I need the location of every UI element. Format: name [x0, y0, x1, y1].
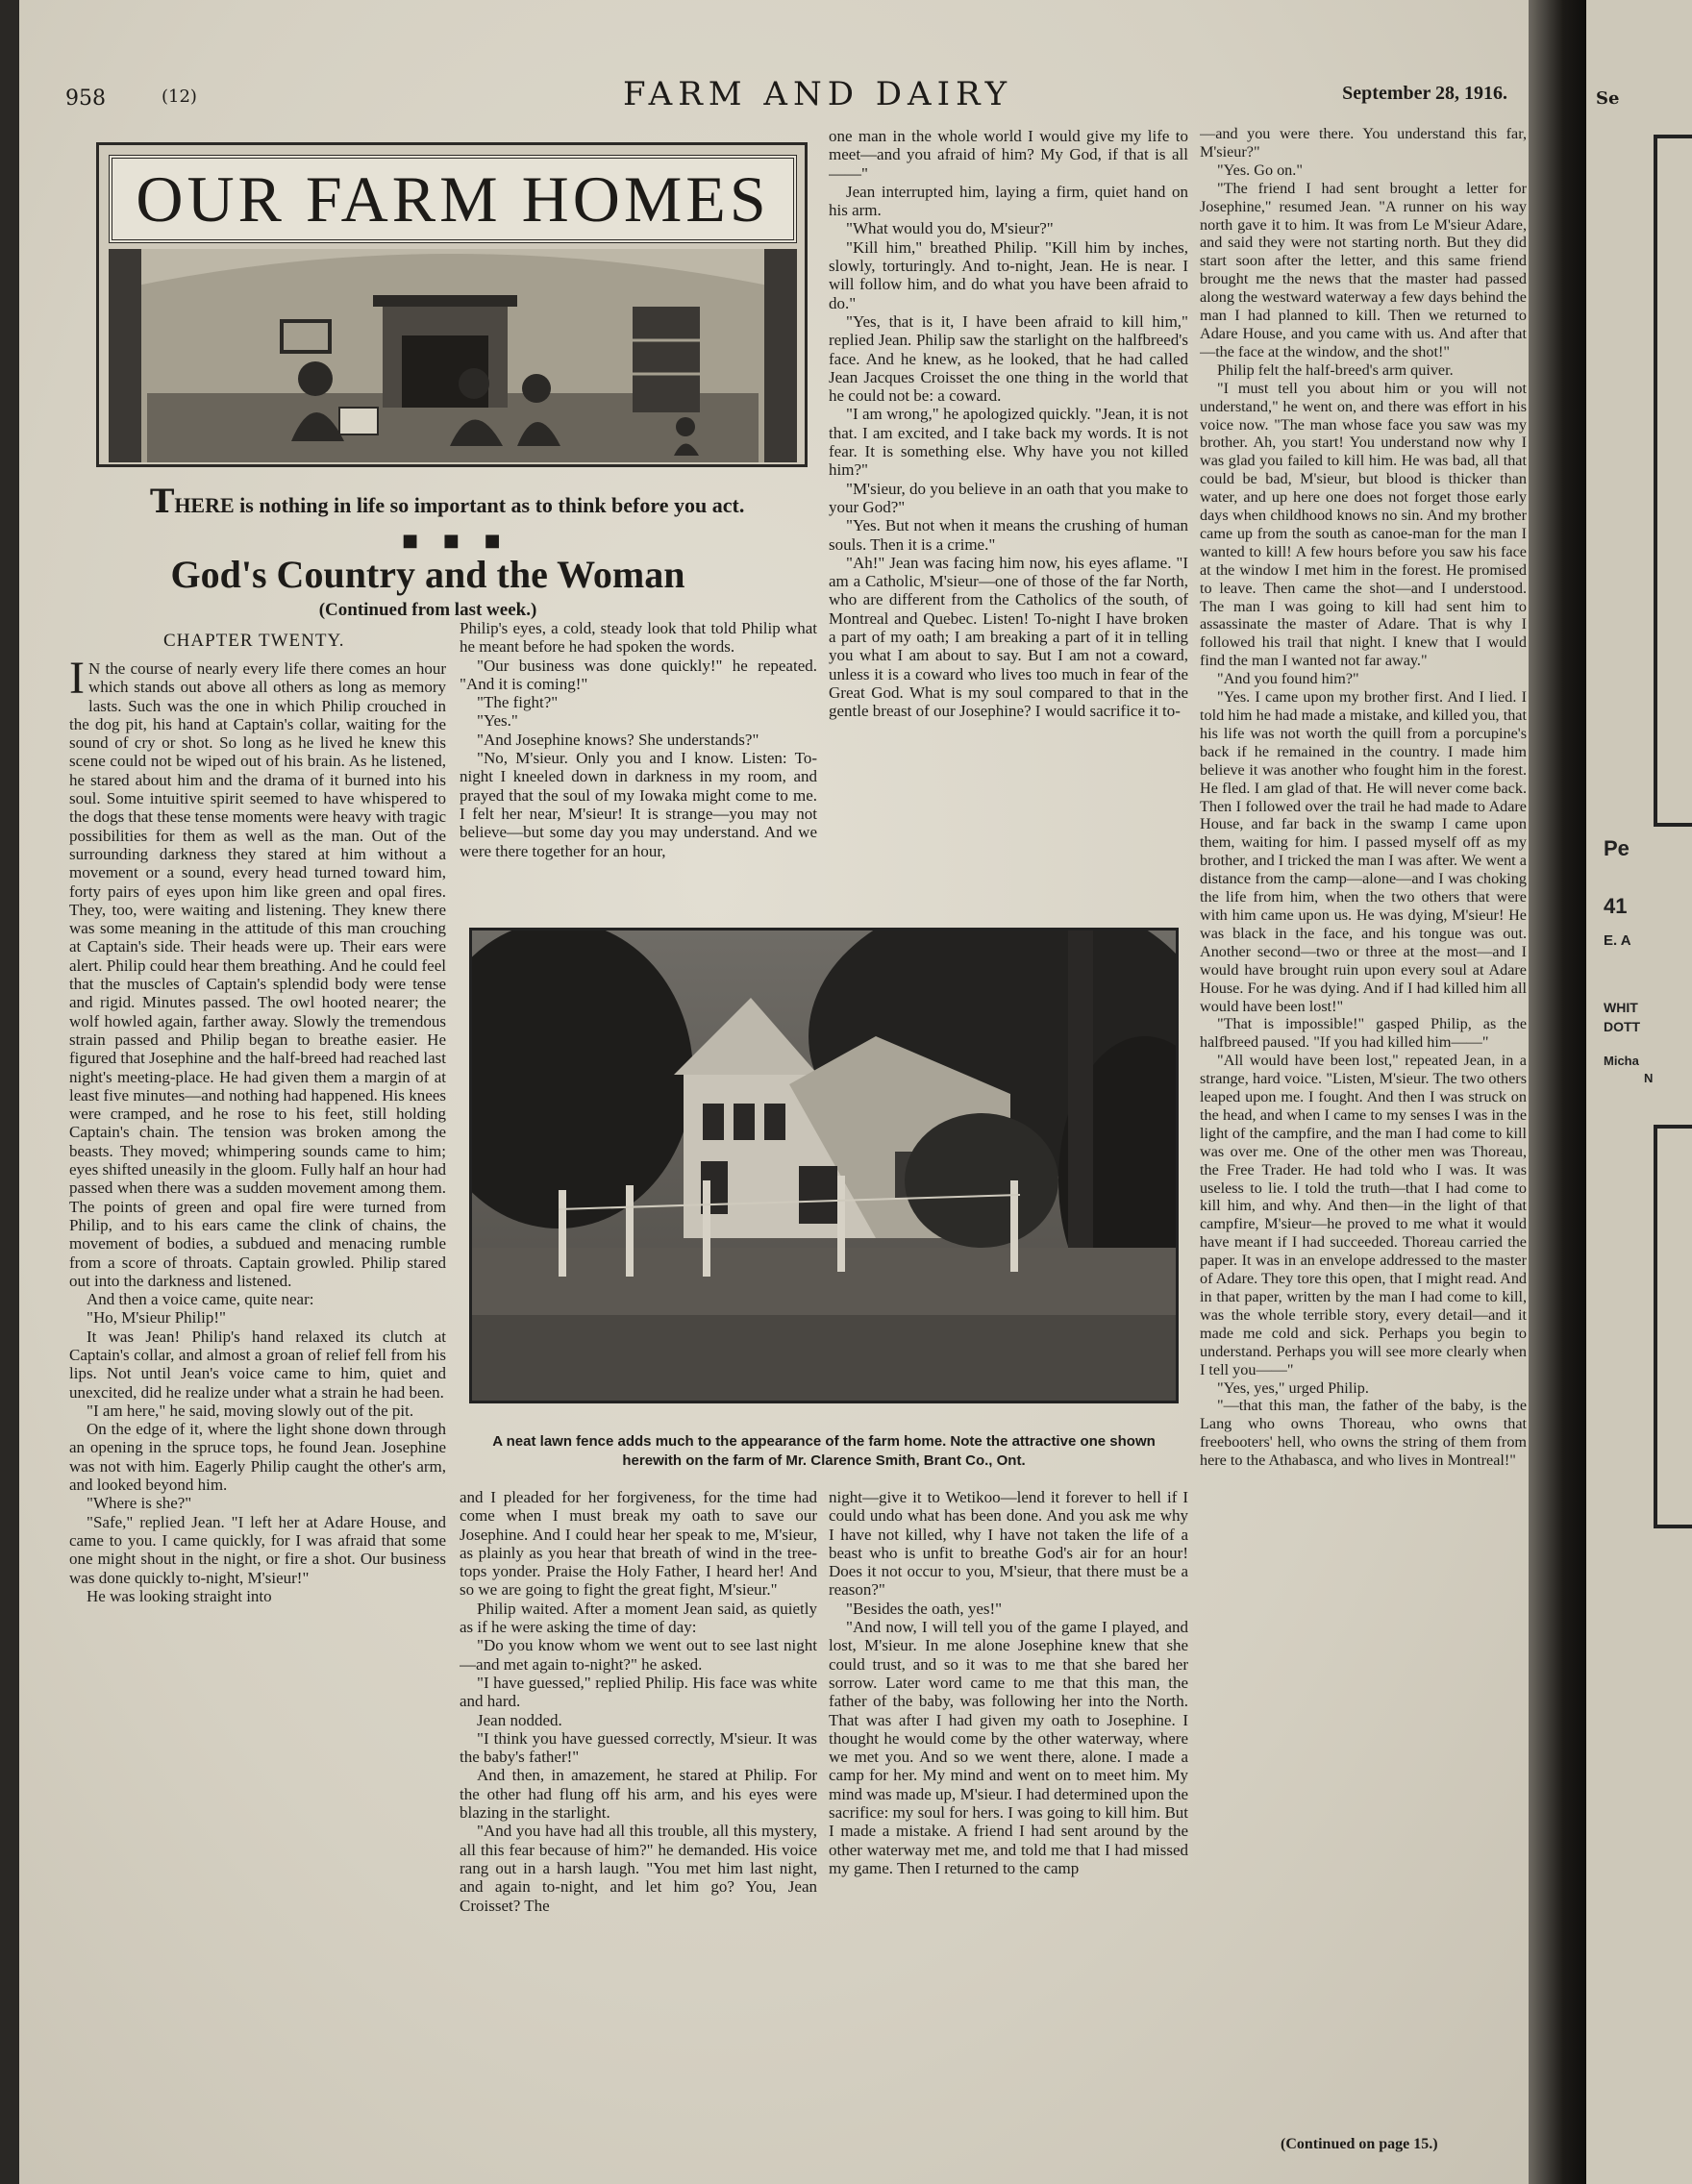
paragraph: "I think you have guessed correctly, M'sieur. It was the baby's father!" — [460, 1728, 817, 1767]
paragraph: "M'sieur, do you believe in an oath that you make to your God?" — [829, 479, 1188, 516]
column-3-top — [829, 127, 1188, 917]
column-2-top — [460, 619, 817, 917]
paragraph: "I am here," he said, moving slowly out of the pit. — [87, 1401, 414, 1420]
paragraph: and I pleaded for her forgiveness, for the time had come when I must break my oath to save our Josephine. And I could hear her speak to me, M'sieur, as plainly as you hear that breath of wind in the tree-tops yonder. Praise the Holy Father, I heard her! And so we are going to fight the great fight, M'sieur." — [460, 1488, 817, 1600]
story-title: God's Country and the Woman — [170, 553, 685, 596]
banner-title: OUR FARM HOMES — [136, 161, 770, 236]
binding-gutter — [1529, 0, 1586, 2184]
paragraph: Philip's eyes, a cold, steady look that told Philip what he meant before he had spoken the words. — [460, 619, 817, 657]
farm-home-photo — [469, 928, 1179, 1403]
paragraph: "Our business was done quickly!" he repeated. "And it is coming!" — [460, 656, 817, 693]
motto-initial: T — [150, 483, 175, 521]
paragraph: On the edge of it, where the light shone down through an opening in the spruce tops, he found Jean. Josephine was not with him. Eagerly Philip caught the other's arm, and looked beyond him. — [69, 1420, 446, 1495]
continued-note: (Continued on page 15.) — [1281, 2136, 1438, 2152]
paragraph: "Yes. But not when it means the crushing of human souls. Then it is a crime." — [829, 516, 1188, 554]
paragraph: "Yes. I came upon my brother first. And I lied. I told him he had made a mistake, and killed you, that his life was not worth the quill from a porcupine's back if he remained in the country. I made him believe it was another who fought him in the forest. He fled. I am glad of that. He will never come back. Then I followed over the trail he had made to Adare House, and far back in the swamp I came upon them, waiting for him. I passed myself off as my brother, and I tricked the man I was after. We went a distance from the camp—alone—and I was choking the life from him, when the two others that were with him came upon us. He was dying, M'sieur! He was black in the face, and his tongue was out. Another second—two or three at the most—and I would have brought ruin upon every soul at Adare House. For he was dying. And if I had killed him all would have been lost!" — [1200, 688, 1527, 1015]
column-4 — [1200, 125, 1527, 2128]
column-2-bottom — [460, 1488, 817, 2161]
paragraph: one man in the whole world I would give my life to meet—and you afraid of him? My God, if that is all——" — [829, 127, 1188, 183]
story-subtitle: (Continued from last week.) — [318, 600, 537, 620]
paragraph: "—that this man, the father of the baby, is the Lang who owns Thoreau, who owns that freebooters' hell, who owns the string of them from here to the Athabasca, and who lives in Montreal!" — [1200, 1397, 1527, 1470]
paragraph: "Yes, yes," urged Philip. — [1217, 1378, 1369, 1397]
paragraph: "What would you do, M'sieur?" — [846, 219, 1054, 238]
adjacent-text: N — [1644, 1071, 1654, 1085]
photo-caption: A neat lawn fence adds much to the appearance of the farm home. Note the attractive one shown herewith on the farm of Mr. Clarence Smith, Brant Co., Ont. — [492, 1433, 1156, 1469]
paragraph: "The friend I had sent brought a letter for Josephine," resumed Jean. "A runner on his way north gave it to him. It was from Le M'sieur Adare, and said they were not starting north. But they did start soon after the letter, and this same friend brought me the news that the master had passed along the westward waterway a few days behind the man I had planned to kill. Then we returned to Adare House, and you came with us. And after that—the face at the window, and the shot!" — [1200, 179, 1527, 360]
paragraph: "And now, I will tell you of the game I played, and lost, M'sieur. In me alone Josephine knew that she could trust, and so it was to me that she bared her sorrow. Later word came to me that this man, the father of the baby, was following her into the North. That was after I had given my oath to Josephine. I thought he would come by the other waterway, where we met you. And so we went there, alone. I made a camp for her. My mind and went on to meet him. My mind was made up, M'sieur. I had determined upon the sacrifice: my soul for hers. I was going to kill him. But I made a mistake. A friend I had sent around by the other waterway met me, and told me that I had missed my game. Then I returned to the camp — [829, 1618, 1188, 1877]
adjacent-text: 41 — [1604, 894, 1628, 918]
paragraph: "And Josephine knows? She understands?" — [477, 730, 759, 749]
adjacent-text: E. A — [1604, 932, 1631, 949]
section-banner — [96, 142, 808, 467]
paragraph: Jean nodded. — [477, 1710, 562, 1729]
paragraph: "Where is she?" — [87, 1494, 192, 1513]
chapter-heading: CHAPTER TWENTY. — [163, 631, 345, 651]
motto-text: HERE is nothing in life so important as to think before you act. — [174, 493, 745, 517]
paragraph: "And you have had all this trouble, all this mystery, all this fear because of him?" he demanded. His voice rang out in a harsh laugh. "You met him last night, and again to-night, and let him go? You, Jean Croisset? The — [460, 1822, 817, 1915]
adjacent-text: DOTT — [1604, 1019, 1641, 1034]
paragraph: Philip felt the half-breed's arm quiver. — [1217, 360, 1454, 379]
paragraph: "I must tell you about him or you will not understand," he went on, and there was effort in his voice now. "The man whose face you saw was my brother. Ah, you start! You understand now why I was glad you failed to kill him. He was bad, all that could be bad, M'sieur, but blood is thicker than water, and up here one does not forget those early days when childhood knows no sin. And my brother came up from the south as canoe-man for the man I wanted to kill! A few hours before you saw his face at the window I met him in the forest. He promised to leave. Then came the shot—and I understood. The man I was going to kill had sent him to assassinate the master of Adare. That is why I followed his trail that night. I knew that I would find the man I wanted not far away." — [1200, 379, 1527, 670]
paragraph: Jean interrupted him, laying a firm, quiet hand on his arm. — [829, 182, 1188, 220]
paragraph: "And you found him?" — [1217, 670, 1359, 688]
adjacent-ad-frame — [1654, 1125, 1692, 1528]
paragraph: "The fight?" — [477, 693, 559, 712]
paragraph: "Do you know whom we went out to see last night—and met again to-night?" he asked. — [460, 1636, 817, 1674]
paragraph: Philip waited. After a moment Jean said, as quietly as if he were asking the time of day: — [460, 1599, 817, 1637]
adjacent-header: Se — [1596, 88, 1620, 109]
column-1 — [69, 659, 446, 2165]
fireside-family-illustration — [109, 249, 797, 462]
paragraph: "No, M'sieur. Only you and I know. Listen: To-night I kneeled down in darkness in my room, and prayed that the soul of my Iowaka might come to me. I felt her near, M'sieur! It is strange—you may not believe—but some day you may understand. And we were there together for an hour, — [460, 749, 817, 860]
paragraph: "I am wrong," he apologized quickly. "Jean, it is not that. I am excited, and I take back my words. It is not fear. It is something else. Why have you not killed him?" — [829, 405, 1188, 480]
paragraph: "Safe," replied Jean. "I left her at Adare House, and came to you. I came quickly, for I was afraid that some one might shout in the night, or fire a shot. Our business was done quickly to-night, M'sieur!" — [69, 1512, 446, 1587]
paragraph: And then, in amazement, he stared at Philip. For the other had flung off his arm, and his eyes were blazing in the starlight. — [460, 1766, 817, 1823]
adjacent-text: Micha — [1604, 1054, 1639, 1068]
paragraph: It was Jean! Philip's hand relaxed its clutch at Captain's collar, and almost a groan of relief fell from his lips. Not until Jean's voice came to him, quiet and unexcited, did he realize under what a strain he had been. — [69, 1327, 446, 1402]
adjacent-ad-frame — [1654, 135, 1692, 827]
section-separator: ■ ■ ■ — [402, 531, 510, 551]
adjacent-text: Pe — [1604, 836, 1630, 860]
paragraph: "That is impossible!" gasped Philip, as the halfbreed paused. "If you had killed him——" — [1200, 1015, 1527, 1052]
drop-cap: I — [69, 659, 85, 704]
paragraph: —and you were there. You understand this far, M'sieur?" — [1200, 125, 1527, 161]
paragraph: And then a voice came, quite near: — [87, 1290, 314, 1309]
motto — [150, 483, 744, 521]
journal-title: FARM AND DAIRY — [623, 75, 1013, 113]
paragraph: "Ah!" Jean was facing him now, his eyes aflame. "I am a Catholic, M'sieur—one of those of the far North, who are different from the Catholics of the south, of Montreal and Quebec. Listen! To-night I have broken a part of my oath; I am breaking a part of it in telling you what I am about to say. But I am not a coward, unless it is a coward who lives too much in fear of the Great God. What is my soul compared to that in the gentle breast of our Josephine? I would sacrifice it to- — [829, 553, 1188, 721]
paragraph: "All would have been lost," repeated Jean, in a strange, hard voice. "Listen, M'sieur. The two others leaped upon me. I fought. And then I was struck on the head, and when I came to my senses I was in the light of the campfire, and the man I had come to kill was over me. One of the other men was Thoreau, the Free Trader. He had told who I was. It was useless to lie. I told the truth—that I had come to kill him, and why. And then—in the light of that campfire, M'sieur—he proved to me what it would have meant if I had succeeded. Thoreau carried the paper. It was in an envelope addressed to the master of Adare. They tore this open, that I might read. And in that paper, written by the man I had come to kill, was the whole terrible story, every detail—and it made me cold and sick. Perhaps you begin to understand. Perhaps you will see more clearly when I tell you——" — [1200, 1052, 1527, 1378]
paragraph: "Yes. Go on." — [1217, 161, 1303, 179]
issue-date: September 28, 1916. — [1342, 83, 1507, 104]
paragraph: I N the course of nearly every life there comes an hour which stands out above all others as long as memory lasts. Such was the one in which Philip crouched in the dog pit, his hand at Captain's collar, waiting for the sound of cry or shot. So long as he lived he knew this scene could not be wiped out of his brain. As he listened, he stared about him and the drama of it burned into his soul. Some intuitive spirit seemed to have whispered to the dogs that these tense moments were heavy with tragic possibilities for them as well as the man. Out of the surrounding darkness they stared at him without a movement or a sound, every head turned toward him, forty pairs of eyes upon him like green and opal fires. They, too, were waiting and listening. They knew there was some meaning in the attitude of this man crouching at Captain's side. Their heads were up. Their ears were alert. Philip could hear them breathing. And he could feel that the muscles of Captain's splendid body were tense and rigid. Minutes passed. The owl hooted nearer; the wolf howled again, farther away. Slowly the tremendous strain passed and Philip began to breathe easier. He figured that Josephine and the half-breed had reached last night's meeting-place. He had given them a margin of at least five minutes—and nothing had happened. His knees were cramped, and he rose to his feet, still holding Captain's chain. The tension was broken among the beasts. They moved; whimpering sounds came to him; eyes shifted uneasily in the gloom. Fully half an hour had passed when there was a sudden movement among them. The points of green and opal fire were turned from Philip, and to his ears came the clink of chains, the movement of bodies, a subdued and menacing rumble from a score of throats. Captain growled. Philip stared out into the darkness and listened. — [69, 659, 446, 1290]
paragraph: "Yes, that is it, I have been afraid to kill him," replied Jean. Philip saw the starlight on the halfbreed's face. And he knew, as he looked, that he had called Jean Jacques Croisset the one thing in the world that he could not be: a coward. — [829, 311, 1188, 406]
paragraph: "I have guessed," replied Philip. His face was white and hard. — [460, 1673, 817, 1711]
paragraph: He was looking straight into — [87, 1586, 272, 1605]
paragraph: "Yes." — [477, 711, 518, 731]
adjacent-page-edge — [1586, 0, 1692, 2184]
paragraph: night—give it to Wetikoo—lend it forever to hell if I could undo what has been done. And you ask me why I have not killed, why I have not taken the life of a beast who is unfit to breathe God's air for an hour! Does it not occur to you, M'sieur, that there must be a reason?" — [829, 1488, 1188, 1600]
paragraph: "Ho, M'sieur Philip!" — [87, 1308, 226, 1328]
page-number: 958 — [65, 87, 106, 111]
banner-title-box — [109, 155, 797, 243]
newspaper-page — [19, 0, 1555, 2184]
house-photo-graphic — [472, 931, 1179, 1403]
page-sub-number: (12) — [162, 87, 197, 107]
adjacent-text: WHIT — [1604, 1000, 1638, 1015]
paragraph: "Kill him," breathed Philip. "Kill him by inches, slowly, torturingly. And to-night, Jean. He is near. I will follow him, and do what you have been afraid to do." — [829, 237, 1188, 312]
paragraph: "Besides the oath, yes!" — [846, 1599, 1003, 1618]
page-header — [65, 69, 1507, 112]
column-3-bottom — [829, 1488, 1188, 2161]
